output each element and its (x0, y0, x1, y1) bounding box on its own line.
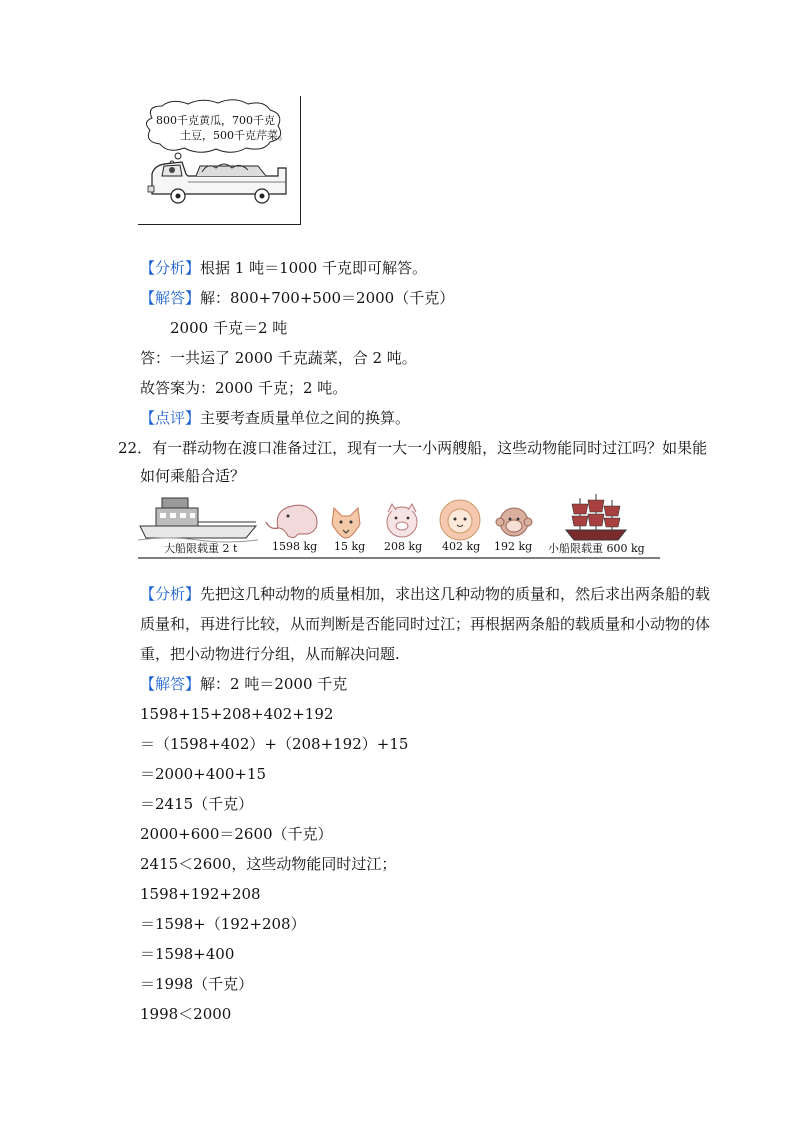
question-number: 22． (118, 439, 153, 457)
monkey-icon (496, 508, 532, 536)
small-boat-icon (566, 494, 626, 540)
big-boat-label: 大船限载重 2 t (164, 542, 238, 555)
lion-icon (440, 500, 480, 540)
big-boat-icon (138, 498, 258, 542)
comment-tag: 【点评】 (140, 409, 201, 427)
step-line: 1598+192+208 (140, 885, 261, 903)
monkey-label: 192 kg (494, 540, 533, 553)
answer-line-1: 解：800+700+500＝2000（千克） (200, 289, 455, 307)
q22-question-line-1 (118, 438, 707, 458)
step-line: ＝（1598+402）+（208+192）+15 (140, 735, 409, 753)
small-boat-label: 小船限载重 600 kg (548, 542, 645, 555)
speech-line-1: 800千克黄瓜，700千克 (156, 114, 275, 127)
answer-tag: 【解答】 (140, 289, 201, 307)
truck-illustration (138, 96, 301, 225)
q21-answer-line-2: 2000 千克＝2 吨 (170, 319, 288, 337)
q22-answer (140, 674, 347, 694)
step-line: ＝1598+400 (140, 945, 235, 963)
q22-question-line-2: 如何乘船合适？ (140, 467, 246, 485)
q21-comment (140, 408, 410, 428)
fox-icon (332, 508, 360, 538)
elephant-label: 1598 kg (272, 540, 318, 553)
q22-analysis-line-3: 重，把小动物进行分组，从而解决问题. (140, 645, 400, 663)
step-line: ＝1998（千克） (140, 975, 254, 993)
q22-analysis-line-2: 质量和，再进行比较，从而判断是否能同时过江；再根据两条船的载质量和小动物的体 (140, 615, 711, 633)
analysis-text: 根据 1 吨＝1000 千克即可解答。 (200, 259, 428, 277)
analysis-tag: 【分析】 (140, 259, 201, 277)
animals-boats-figure (138, 488, 660, 562)
q21-answer-line-4: 故答案为：2000 千克；2 吨。 (140, 379, 348, 397)
speech-line-2: 土豆，500千克芹菜。 (180, 129, 289, 142)
step-line: 2000+600＝2600（千克） (140, 825, 333, 843)
q21-analysis (140, 258, 427, 278)
step-line: ＝2000+400+15 (140, 765, 267, 783)
pig-label: 208 kg (384, 540, 423, 553)
question-text-1: 有一群动物在渡口准备过江，现有一大一小两艘船，这些动物能同时过江吗？如果能 (152, 439, 708, 457)
pig-icon (387, 504, 417, 537)
step-line: 2415＜2600，这些动物能同时过江； (140, 855, 397, 873)
elephant-icon (266, 505, 317, 537)
q21-answer (140, 288, 454, 308)
answer-tag: 【解答】 (140, 675, 201, 693)
answer-first: 解：2 吨＝2000 千克 (200, 675, 348, 693)
analysis-text-1: 先把这几种动物的质量相加，求出这几种动物的质量和，然后求出两条船的载 (200, 585, 711, 603)
step-line: ＝1598+（192+208） (140, 915, 306, 933)
step-line: 1598+15+208+402+192 (140, 705, 334, 723)
step-line: 1998＜2000 (140, 1005, 232, 1023)
fox-label: 15 kg (334, 540, 366, 553)
comment-text: 主要考查质量单位之间的换算。 (200, 409, 411, 427)
analysis-tag: 【分析】 (140, 585, 201, 603)
q22-analysis-line-1 (140, 584, 710, 604)
lion-label: 402 kg (442, 540, 481, 553)
q21-answer-line-3: 答：一共运了 2000 千克蔬菜，合 2 吨。 (140, 349, 417, 367)
step-line: ＝2415（千克） (140, 795, 254, 813)
